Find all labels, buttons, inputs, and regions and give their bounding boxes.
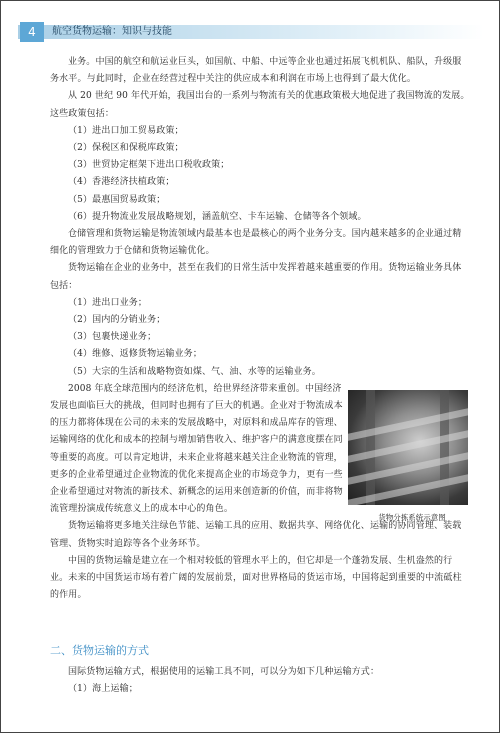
paragraph: 货物运输在企业的业务中，甚至在我们的日常生活中发挥着越来越重要的作用。货物运输业务具体包括：	[50, 263, 462, 291]
paragraph: 从 20 世纪 90 年代开始，我国出台的一系列与物流有关的优惠政策极大地促进了我国物流的发展。这些政策包括：	[50, 91, 470, 119]
paragraph: 货物运输将更多地关注绿色节能、运输工具的应用、数据共享、网络优化、运输的协同管理、装载管理、货物实时追踪等各个业务环节。	[50, 521, 462, 549]
page-number: 4	[20, 22, 44, 42]
photo-column	[440, 390, 449, 505]
paragraph: 业务。中国的航空和航运业巨头，如国航、中船、中远等企业也通过拓展飞机机队、船队，升级服务水平。与此同时，企业在经营过程中关注的供应成本和利润在市场上也得到了最大优化。	[50, 57, 462, 85]
service-item: （1）进出口业务；	[68, 297, 148, 308]
policy-item: （3）世贸协定框架下进出口税收政策；	[68, 160, 230, 171]
service-item: （4）维修、返修货物运输业务；	[68, 349, 202, 360]
book-title: 航空货物运输：知识与技能	[52, 26, 172, 37]
photo-column	[366, 390, 375, 505]
paragraph: 中国的货物运输是建立在一个相对较低的管理水平上的，但它却是一个蓬勃发展、生机盎然的行业。未来的中国货运市场有着广阔的发展前景，面对世界格局的货运市场，中国将起到重要的中流砥柱的作用。	[50, 555, 462, 601]
policy-item: （4）香港经济扶植政策；	[68, 177, 175, 188]
service-item: （2）国内的分销业务；	[68, 315, 166, 326]
page-header	[18, 22, 484, 42]
service-item: （5）大宗的生活和战略物资如煤、气、油、水等的运输业务。	[68, 366, 321, 377]
paragraph: 仓储管理和货物运输是物流领域内最基本也是最核心的两个业务分支。国内越来越多的企业通过精细化的管理致力于仓储和货物运输优化。	[50, 229, 462, 257]
policy-item: （5）最惠国贸易政策；	[68, 194, 166, 205]
policy-item: （1）进出口加工贸易政策；	[68, 125, 184, 136]
body-text-bottom	[50, 664, 470, 698]
paragraph: 2008 年底全球范围内的经济危机，给世界经济带来重创。中国经济发展也面临巨大的挑战，但同时也拥有了巨大的机遇。企业对于物流成本的压力都将体现在公司的未来的发展战略中，对原料和成品库存的管理、运输网络的优化和成本的控制与增加销售收入、维护客户的满意度摆在同等重要的高度。可以肯定地讲，未来企业将越来越关注企业物流的管理，更多的企业希望通过企业物流的优化来提高企业的市场竞争力，更有一些企业希望通过对物流的新技术、新概念的运用来创造新的价值，而非将物流管理扮演成传统意义上的成本中心的角色。	[50, 383, 343, 515]
paragraph: 国际货物运输方式，根据使用的运输工具不同，可以分为如下几种运输方式：	[68, 667, 380, 677]
transport-item: （1）海上运输；	[68, 684, 138, 695]
figure-caption: 货物分拣系统示意图	[378, 513, 446, 522]
policy-item: （6）提升物流业发展战略规划，涵盖航空、卡车运输、仓储等各个领域。	[68, 211, 367, 222]
section-heading: 二、货物运输的方式	[50, 644, 149, 657]
sorting-system-photo	[348, 390, 468, 505]
policy-item: （2）保税区和保税库政策；	[68, 143, 184, 154]
service-item: （3）包裹快递业务；	[68, 332, 157, 343]
